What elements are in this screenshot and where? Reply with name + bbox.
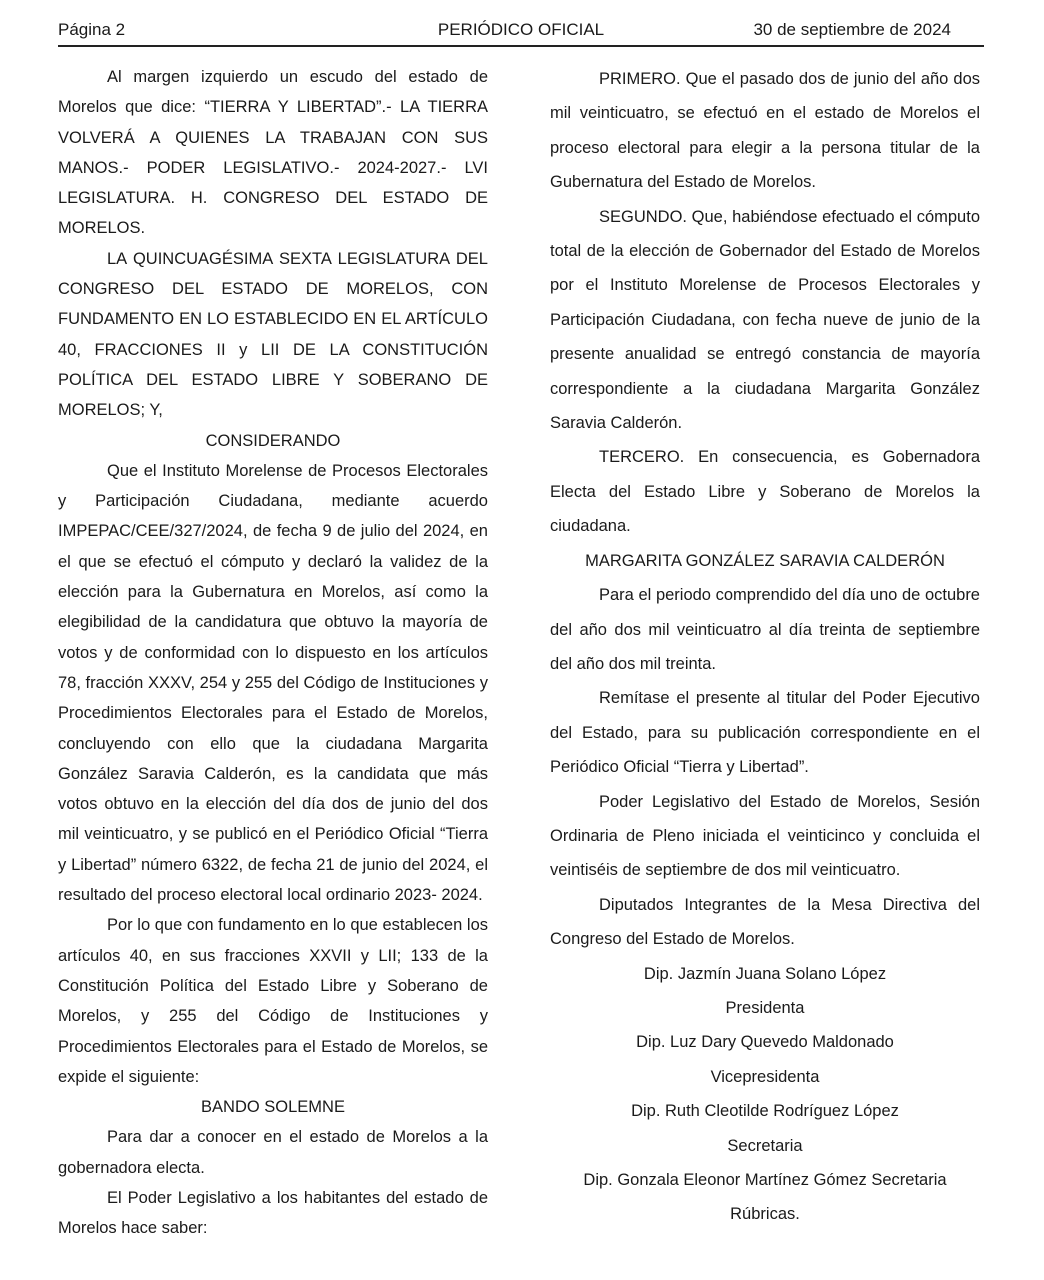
signatory-president-role: Presidenta [725, 998, 805, 1017]
signatory-secretary-name: Dip. Ruth Cleotilde Rodríguez López [631, 1102, 899, 1121]
considerando-paragraph: Que el Instituto Morelense de Procesos Electorales y Participación Ciudadana, mediante acuerdo IMPEPAC/CEE/327/2024, de fecha 9 de julio del 2024, en el que se efectuó el cómputo y declaró la validez de la elección para la Gubernatura en Morelos, así como la elegibilidad de la candidatura que obtuvo la mayoría de votos y de conformidad con lo dispuesto en los artículos 78, fracción XXXV, 254 y 255 del Código de Instituciones y Procedimientos Electorales para el Estado de Morelos, concluyendo con ello que la ciudadana Margarita González Saravia Calderón, es la candidata que más votos obtuvo en la elección del día dos de junio del dos mil veinticuatro, y se publicó en el Periódico Oficial “Tierra y Libertad” número 6322, de fecha 21 de junio del 2024, el resultado del proceso electoral local ordinario 2023- 2024. [58, 461, 488, 905]
publication-title: PERIÓDICO OFICIAL [437, 20, 605, 39]
fundamento-paragraph: Por lo que con fundamento en lo que establecen los artículos 40, en sus fracciones XXVII y LII; 133 de la Constitución Política del Estado Libre y Soberano de Morelos, y 255 del Código de Instituciones y Procedimientos Electorales para el Estado de Morelos, se expide el siguiente: [58, 916, 488, 1086]
publication-date: 30 de septiembre de 2024 [753, 20, 951, 39]
governor-name: MARGARITA GONZÁLEZ SARAVIA CALDERÓN [585, 551, 945, 570]
signatory-secretary2: Dip. Gonzala Eleonor Martínez Gómez Secretaria [583, 1171, 947, 1189]
page-number: Página 2 [58, 20, 126, 39]
preamble-paragraph: Al margen izquierdo un escudo del estado de Morelos que dice: “TIERRA Y LIBERTAD”.- LA TIERRA VOLVERÁ A QUIENES LA TRABAJAN CON SUS MANOS.- PODER LEGISLATIVO.- 2024-2027.- LVI LEGISLATURA. H. CONGRESO DEL ESTADO DE MORELOS. [58, 68, 488, 238]
primero-paragraph: PRIMERO. Que el pasado dos de junio del año dos mil veinticuatro, se efectuó en el estado de Morelos el proceso electoral para elegir a la persona titular de la Gubernatura del Estado de Morelos. [550, 70, 980, 192]
legislature-paragraph: LA QUINCUAGÉSIMA SEXTA LEGISLATURA DEL CONGRESO DEL ESTADO DE MORELOS, CON FUNDAMENTO EN LO ESTABLECIDO EN EL ARTÍCULO 40, FRACCIONES II y LII DE LA CONSTITUCIÓN POLÍTICA DEL ESTADO LIBRE Y SOBERANO DE MORELOS; Y, [58, 249, 488, 420]
rubricas-line: Rúbricas. [730, 1205, 800, 1224]
right-column [550, 62, 980, 1232]
board-paragraph: Diputados Integrantes de la Mesa Directiva del Congreso del Estado de Morelos. [550, 895, 980, 949]
signatory-secretary-role: Secretaria [727, 1136, 803, 1155]
announcement-paragraph: El Poder Legislativo a los habitantes del estado de Morelos hace saber: [58, 1188, 488, 1238]
purpose-paragraph: Para dar a conocer en el estado de Morelos a la gobernadora electa. [58, 1128, 488, 1177]
session-paragraph: Poder Legislativo del Estado de Morelos, Sesión Ordinaria de Pleno iniciada el veinticinco y concluida el veintiséis de septiembre de dos mil veinticuatro. [550, 792, 980, 880]
considerando-heading: CONSIDERANDO [205, 431, 341, 450]
signatory-vicepresident-name: Dip. Luz Dary Quevedo Maldonado [636, 1033, 894, 1052]
left-column [58, 62, 488, 1244]
segundo-paragraph: SEGUNDO. Que, habiéndose efectuado el cómputo total de la elección de Gobernador del Estado de Morelos por el Instituto Morelense de Procesos Electorales y Participación Ciudadana, con fecha nueve de junio de la presente anualidad se entregó constancia de mayoría correspondiente a la ciudadana Margarita González Saravia Calderón. [550, 207, 980, 433]
remitase-paragraph: Remítase el presente al titular del Poder Ejecutivo del Estado, para su publicación correspondiente en el Periódico Oficial “Tierra y Libertad”. [550, 689, 980, 777]
signatory-president-name: Dip. Jazmín Juana Solano López [643, 964, 887, 983]
bando-heading: BANDO SOLEMNE [201, 1098, 345, 1117]
tercero-paragraph: TERCERO. En consecuencia, es Gobernadora Electa del Estado Libre y Soberano de Morelos la ciudadana. [550, 448, 980, 536]
signatory-vicepresident-role: Vicepresidenta [710, 1067, 820, 1086]
term-paragraph: Para el periodo comprendido del día uno de octubre del año dos mil veinticuatro al día treinta de septiembre del año dos mil treinta. [550, 586, 980, 673]
page-header [58, 18, 984, 47]
